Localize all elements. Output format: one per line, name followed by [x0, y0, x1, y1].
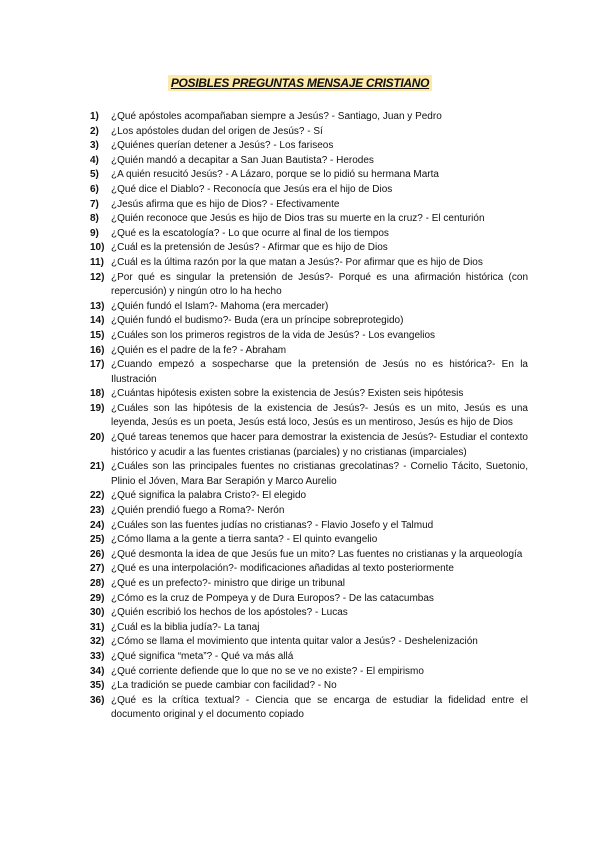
question-number: 23) — [90, 505, 105, 517]
question-item — [90, 168, 528, 183]
question-text: ¿Qué es un prefecto?- ministro que dirige un tribunal — [111, 578, 346, 589]
question-text: ¿Jesús afirma que es hijo de Dios? - Efectivamente — [111, 198, 340, 210]
question-item — [90, 562, 528, 577]
question-text: ¿Cuáles son las principales fuentes no cristianas grecolatinas? - Cornelio Tácito, Suetonio, Plinio el Jóven, Mara Bar Serapión y Marco Aurelio — [111, 461, 528, 487]
question-item — [90, 694, 528, 723]
question-text: ¿Quién escribió los hechos de los apóstoles? - Lucas — [111, 607, 348, 619]
question-text: ¿Qué desmonta la idea de que Jesús fue un mito? Las fuentes no cristianas y la arqueología — [111, 548, 523, 560]
question-number: 5) — [90, 169, 99, 181]
question-text: ¿La tradición se puede cambiar con facilidad? - No — [111, 680, 337, 692]
question-text: ¿Qué apóstoles acompañaban siempre a Jesús? - Santiago, Juan y Pedro — [111, 111, 442, 122]
question-item — [90, 519, 528, 534]
question-number: 26) — [90, 548, 105, 560]
question-number: 29) — [90, 592, 105, 604]
question-number: 31) — [90, 621, 105, 633]
question-text: ¿Cómo llama a la gente a tierra santa? - El quinto evangelio — [111, 534, 378, 546]
question-text: ¿Quién fundó el Islam?- Mahoma (era mercader) — [111, 300, 329, 312]
question-text: ¿Qué tareas tenemos que hacer para demostrar la existencia de Jesús?- Estudiar el contexto histórico y acudir a las fuentes cristianas (parciales) y no cristianas (imparciales) — [111, 432, 528, 458]
question-item — [90, 300, 528, 315]
question-text: ¿Cómo se llama el movimiento que intenta quitar valor a Jesús? - Deshelenización — [111, 636, 478, 648]
question-item — [90, 635, 528, 650]
question-number: 8) — [90, 213, 99, 225]
question-item — [90, 256, 528, 271]
question-item — [90, 314, 528, 329]
question-text: ¿Quién mandó a decapitar a San Juan Bautista? - Herodes — [111, 154, 374, 166]
question-number: 22) — [90, 490, 105, 502]
question-item — [90, 533, 528, 548]
question-item — [90, 679, 528, 694]
question-text: ¿Cuántas hipótesis existen sobre la existencia de Jesús? Existen seis hipótesis — [111, 388, 464, 400]
question-number: 13) — [90, 300, 105, 312]
question-item — [90, 460, 528, 489]
question-item — [90, 183, 528, 198]
question-number: 24) — [90, 519, 105, 531]
question-text: ¿Cuál es la pretensión de Jesús? - Afirmar que es hijo de Dios — [111, 242, 388, 254]
question-number: 6) — [90, 183, 99, 195]
question-text: ¿Cuáles son las hipótesis de la existencia de Jesús?- Jesús es un mito, Jesús es una leyenda, Jesús es un poeta, Jesús está loco, Jesús es un mentiroso, Jesús es hijo de Dios — [111, 402, 528, 429]
question-number: 25) — [90, 534, 105, 546]
question-number: 1) — [90, 111, 99, 122]
question-item — [90, 139, 528, 154]
question-text: ¿Por qué es singular la pretensión de Jesús?- Porqué es una afirmación histórica (con repercusión) y ningún otro lo ha hecho — [111, 271, 528, 298]
question-number: 18) — [90, 388, 105, 400]
question-number: 15) — [90, 329, 105, 341]
question-number: 35) — [90, 680, 105, 692]
question-text: ¿Quién prendió fuego a Roma?- Nerón — [111, 505, 285, 517]
question-item — [90, 489, 528, 504]
question-item — [90, 431, 528, 460]
question-number: 32) — [90, 636, 105, 648]
question-item — [90, 212, 528, 227]
question-number: 33) — [90, 650, 105, 662]
question-item — [90, 592, 528, 607]
question-text: ¿Qué significa “meta”? - Qué va más allá — [111, 650, 294, 662]
question-text: ¿Cuáles son las fuentes judías no cristianas? - Flavio Josefo y el Talmud — [111, 519, 434, 531]
question-number: 21) — [90, 461, 105, 473]
question-number: 20) — [90, 432, 105, 444]
question-text: ¿Cuando empezó a sospecharse que la pretensión de Jesús no es histórica?- En la Ilustración — [111, 359, 528, 385]
question-number: 11) — [90, 256, 104, 268]
question-text: ¿Quién fundó el budismo?- Buda (era un príncipe sobreprotegido) — [111, 315, 404, 327]
question-item — [90, 387, 528, 402]
question-number: 30) — [90, 607, 105, 619]
question-number: 27) — [90, 563, 105, 575]
question-text: ¿A quién resucitó Jesús? - A Lázaro, porque se lo pidió su hermana Marta — [111, 169, 439, 181]
question-number: 28) — [90, 578, 105, 589]
question-number: 14) — [90, 315, 105, 327]
question-item — [90, 665, 528, 680]
question-text: ¿Qué es la escatología? - Lo que ocurre al final de los tiempos — [111, 227, 389, 239]
question-item — [90, 504, 528, 519]
question-item — [90, 198, 528, 213]
question-number: 4) — [90, 154, 99, 166]
question-item — [90, 650, 528, 665]
question-text: ¿Los apóstoles dudan del origen de Jesús? - Sí — [111, 125, 323, 137]
question-number: 7) — [90, 198, 99, 210]
question-number: 10) — [90, 242, 105, 254]
question-item — [90, 329, 528, 344]
question-item — [90, 344, 528, 359]
question-text: ¿Qué dice el Diablo? - Reconocía que Jesús era el hijo de Dios — [111, 183, 393, 195]
question-number: 9) — [90, 227, 99, 239]
question-number: 17) — [90, 359, 105, 371]
question-text: ¿Qué es la crítica textual? - Ciencia que se encarga de estudiar la fidelidad entre el documento original y el documento copiado — [111, 694, 528, 721]
question-item — [90, 606, 528, 621]
question-text: ¿Cuáles son los primeros registros de la vida de Jesús? - Los evangelios — [111, 329, 436, 341]
question-text: ¿Cuál es la biblia judía?- La tanaj — [111, 621, 260, 633]
question-item — [90, 402, 528, 431]
question-text: ¿Qué es una interpolación?- modificaciones añadidas al texto posteriormente — [111, 563, 454, 575]
question-number: 19) — [90, 402, 105, 414]
question-text: ¿Cuál es la última razón por la que matan a Jesús?- Por afirmar que es hijo de Dios — [111, 256, 483, 268]
question-number: 2) — [90, 125, 99, 137]
question-text: ¿Qué significa la palabra Cristo?- El elegido — [111, 490, 307, 502]
question-item — [90, 125, 528, 140]
question-number: 12) — [90, 271, 105, 283]
page-title: POSIBLES PREGUNTAS MENSAJE CRISTIANO — [168, 75, 432, 91]
question-number: 36) — [90, 694, 105, 706]
question-text: ¿Quiénes querían detener a Jesús? - Los fariseos — [111, 140, 334, 152]
question-list — [90, 110, 528, 723]
question-text: ¿Quién es el padre de la fe? - Abraham — [111, 344, 287, 356]
question-number: 34) — [90, 665, 105, 677]
question-text: ¿Qué corriente defiende que lo que no se ve no existe? - El empirismo — [111, 665, 424, 677]
question-item — [90, 227, 528, 242]
question-item — [90, 241, 528, 256]
question-item — [90, 577, 528, 592]
title-wrap — [0, 74, 600, 92]
question-item — [90, 110, 528, 125]
question-item — [90, 271, 528, 300]
question-number: 16) — [90, 344, 105, 356]
question-text: ¿Cómo es la cruz de Pompeya y de Dura Europos? - De las catacumbas — [111, 592, 434, 604]
question-number: 3) — [90, 140, 99, 152]
question-item — [90, 548, 528, 563]
question-item — [90, 621, 528, 636]
question-item — [90, 154, 528, 169]
question-item — [90, 358, 528, 387]
question-text: ¿Quién reconoce que Jesús es hijo de Dios tras su muerte en la cruz? - El centurión — [111, 213, 485, 225]
